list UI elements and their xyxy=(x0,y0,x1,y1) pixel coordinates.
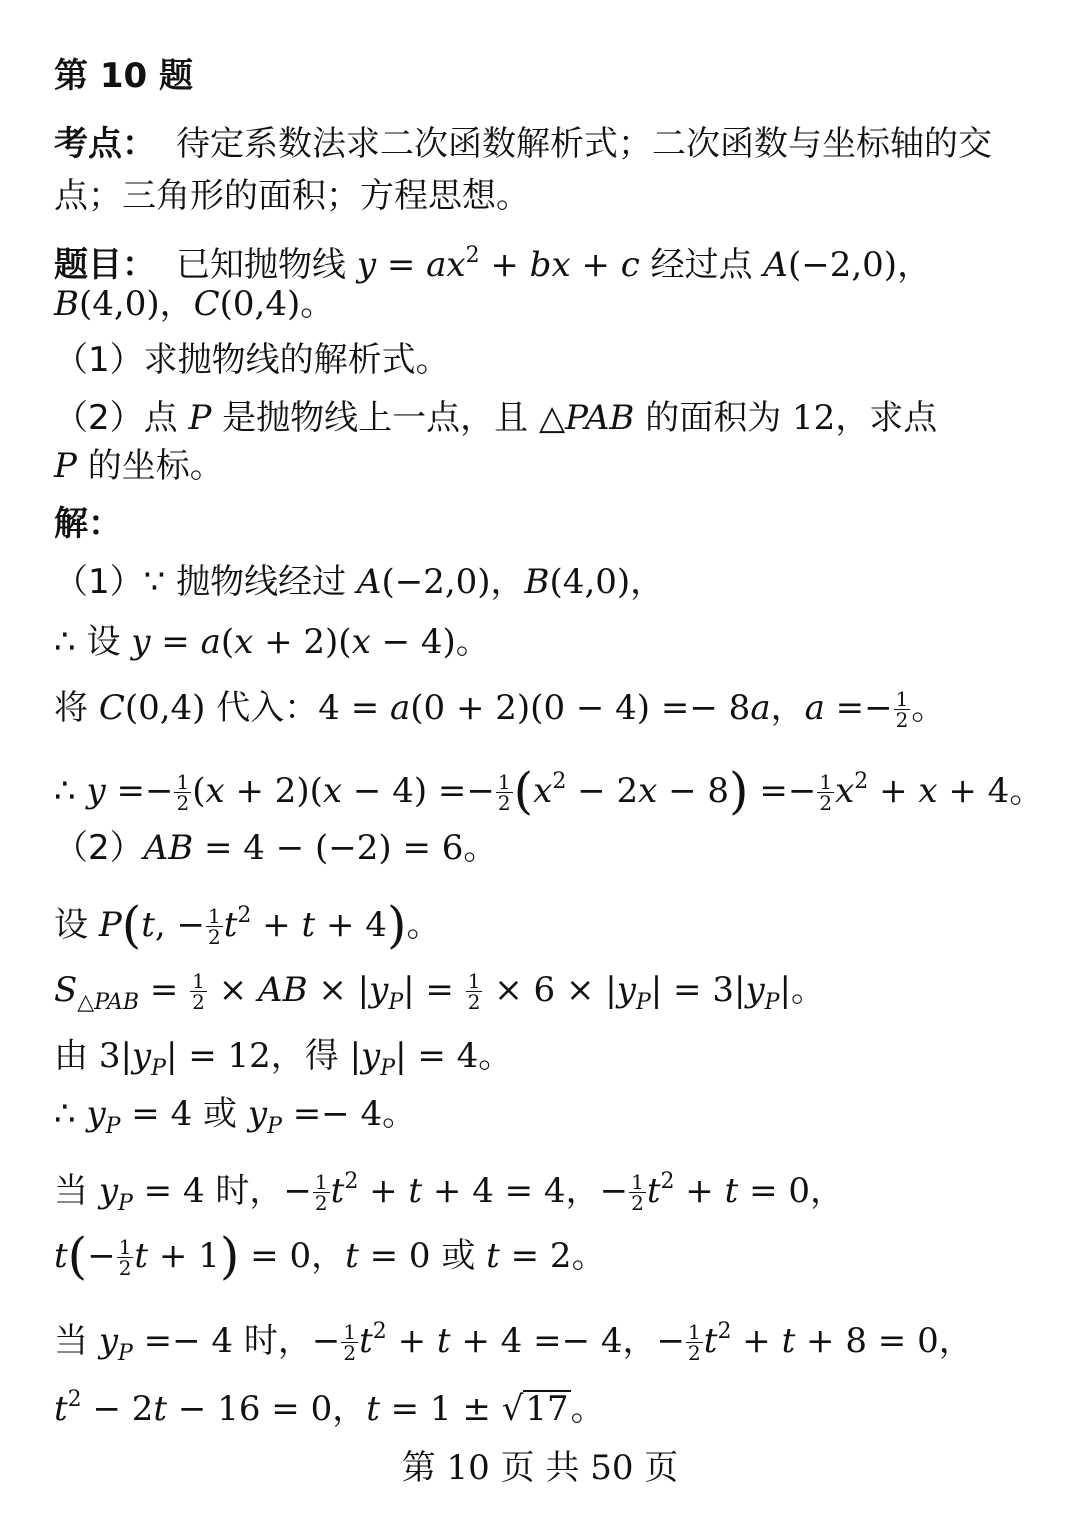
timu-pass: 经过点 xyxy=(650,245,753,285)
kaodian-line-1 xyxy=(54,124,1050,164)
solution-step-8: 由 $3|y_P| = 12$，得 $|y_P| = 4$。 xyxy=(54,1036,513,1081)
q2-c: 的面积为 xyxy=(645,398,782,438)
point-a: A(−2,0) xyxy=(763,245,898,285)
timu-line-2: B(4,0)，C(0,4)。 xyxy=(54,284,335,324)
solution-step-9: ∴ $y_P = 4$ 或 $y_P =- 4$。 xyxy=(54,1094,417,1139)
point-b: B(4,0) xyxy=(54,284,160,324)
point-c: C(0,4) xyxy=(193,284,301,324)
timu-label: 题目： xyxy=(54,245,156,285)
q2-d: ，求点 xyxy=(835,398,938,438)
solution-step-2: ∴ 设 y = a(x + 2)(x − 4)。 xyxy=(54,622,490,662)
kaodian-label: 考点： xyxy=(54,124,156,164)
question-2-line-1: （2）点 P 是抛物线上一点，且 △PAB 的面积为 12，求点 xyxy=(54,398,938,438)
solution-step-3: 将 C(0,4) 代入：4 = a(0 + 2)(0 − 4) =− 8a，a =− $\frac{1}{2}$ 。 xyxy=(54,687,946,732)
solution-step-12: 当 $y_P =- 4$ 时，− $\frac{1}{2}$ $t^2 + t + 4 =- 4$，− $\frac{1}{2}$ $t^2 + t + 8 = 0$， xyxy=(54,1319,973,1366)
solution-step-6: 设 P(t, − $\frac{1}{2}$ $t^2 + t + 4$)。 xyxy=(54,896,441,954)
q2-num: 12 xyxy=(792,398,836,438)
page-footer: 第 10 页 共 50 页 xyxy=(401,1448,679,1488)
problem-heading: 第 10 题 xyxy=(54,56,193,96)
kaodian-line-2: 点；三角形的面积；方程思想。 xyxy=(54,176,530,216)
q2-a: （2）点 xyxy=(54,398,178,438)
solution-label: 解： xyxy=(54,504,122,544)
solution-step-7: $S_{\triangle PAB}$ = $\frac{1}{2}$ × AB × $|y_P|$ = $\frac{1}{2}$ × $6 \times |y_P| = 3|y_P|$。 xyxy=(54,969,825,1015)
solution-step-4: ∴ y =− $\frac{1}{2}$ (x + 2)(x − 4) =− $\frac{1}{2}$ $(x^2 - 2x - 8)$ =− $\frac{1}{2}$ $x^2 + x + 4$。 xyxy=(54,762,1044,820)
solution-step-1: （1）∵ 抛物线经过 A(−2,0)，B(4,0)， xyxy=(54,562,665,602)
timu-intro: 已知抛物线 xyxy=(176,245,346,285)
solution-step-11: t(− $\frac{1}{2}$ t + 1) = 0，t = 0 或 t = 2。 xyxy=(54,1227,606,1285)
solution-step-13: $t^2 - 2t - 16 = 0$，t = 1 ± √17。 xyxy=(54,1387,605,1429)
q2-e: 的坐标。 xyxy=(87,446,224,486)
question-2-line-2: P 的坐标。 xyxy=(54,446,224,486)
solution-step-5: （2）AB = 4 − (−2) = 6。 xyxy=(54,828,498,868)
timu-line-1: 题目： 已知抛物线 $y = ax^2$ + bx + c 经过点 A(−2,0)， xyxy=(54,243,932,285)
parabola-equation: $y = ax^2$ + bx + c xyxy=(356,243,640,285)
question-1: （1）求抛物线的解析式。 xyxy=(54,340,450,380)
kaodian-text-1: 待定系数法求二次函数解析式；二次函数与坐标轴的交 xyxy=(176,124,992,164)
solution-step-10: 当 $y_P = 4$ 时，− $\frac{1}{2}$ $t^2 + t + 4 = 4$，− $\frac{1}{2}$ $t^2 + t = 0$， xyxy=(54,1169,845,1216)
q2-b: 是抛物线上一点，且 xyxy=(222,398,529,438)
